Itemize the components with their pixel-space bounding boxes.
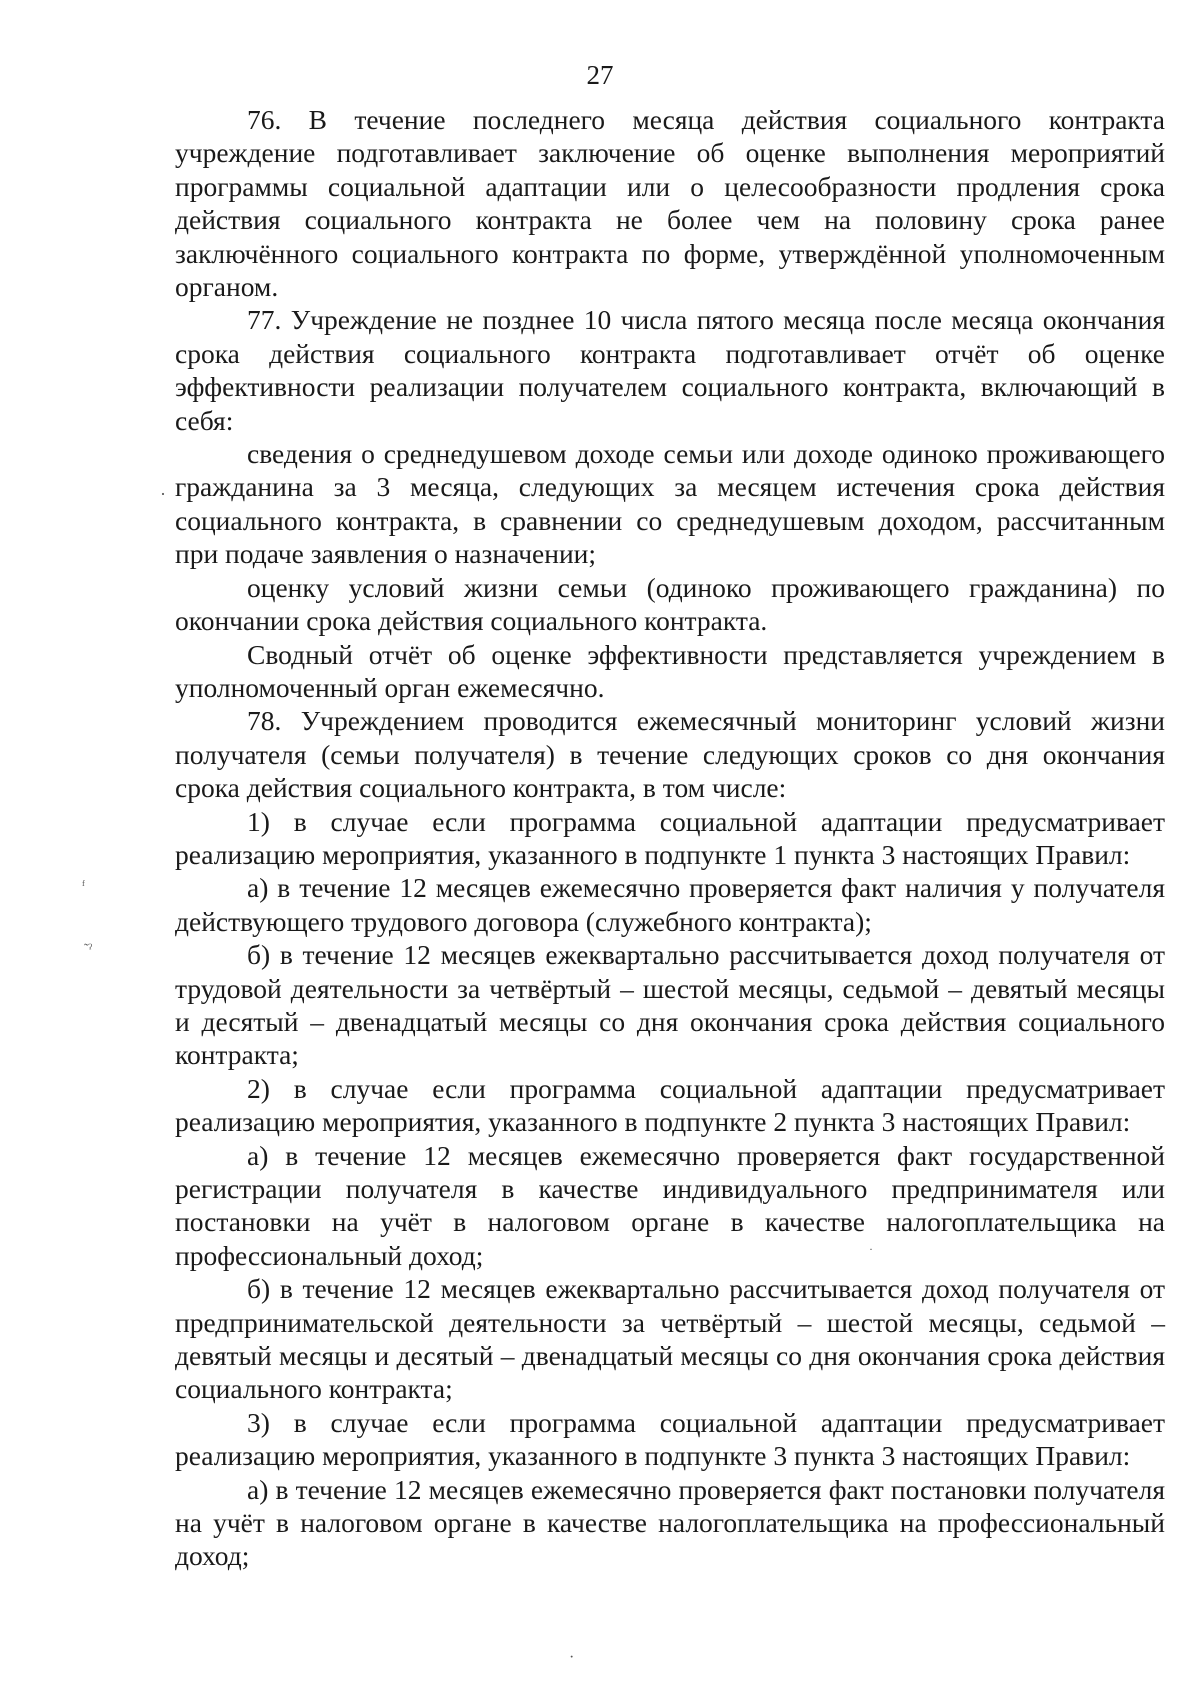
paragraph-76: 76. В течение последнего месяца действия социального контракта учреждение подготавливает заключение об оценке выполнения мероприятий программы социальной адаптации или о целесообразности продления срока действия социального контракта не более чем на половину срока ранее заключённого социального контракта по форме, утверждённой уполномоченным органом.: [175, 104, 1165, 303]
scan-artifact-smudge: ˜ˀ: [84, 942, 93, 957]
paragraph-income-info: сведения о среднедушевом доходе семьи или доходе одиноко проживающего гражданина за 3 месяца, следующих за месяцем истечения срока действия социального контракта, в сравнении со среднедушевым доходом, рассчитанным при подаче заявления о назначении;: [175, 438, 1165, 570]
paragraph-78: 78. Учреждением проводится ежемесячный мониторинг условий жизни получателя (семьи получателя) в течение следующих сроков со дня окончания срока действия социального контракта, в том числе:: [175, 705, 1165, 804]
paragraph-78-item-1a: а) в течение 12 месяцев ежемесячно проверяется факт наличия у получателя действующего трудового договора (служебного контракта);: [175, 872, 1165, 937]
scan-artifact-bottom-dot: ·: [569, 1649, 575, 1666]
page-number: 27: [586, 60, 614, 90]
scan-artifact-small-dot: ·: [869, 1242, 873, 1256]
paragraph-78-item-2a: а) в течение 12 месяцев ежемесячно проверяется факт государственной регистрации получателя в качестве индивидуального предпринимателя или постановки на учёт в налоговом органе в качестве налогоплательщика на профессиональный доход;: [175, 1139, 1165, 1271]
document-body: [175, 103, 1165, 1573]
scan-artifact-dot: ·: [160, 484, 166, 504]
paragraph-living-conditions: оценку условий жизни семьи (одиноко проживающего гражданина) по окончании срока действия социального контракта.: [175, 571, 1165, 637]
paragraph-78-item-3: 3) в случае если программа социальной адаптации предусматривает реализацию мероприятия, указанного в подпункте 3 пункта 3 настоящих Правил:: [175, 1406, 1165, 1472]
paragraph-78-item-1b: б) в течение 12 месяцев ежеквартально рассчитывается доход получателя от трудовой деятельности за четвёртый – шестой месяцы, седьмой – девятый месяцы и десятый – двенадцатый месяцы со дня окончания срока действия социального контракта;: [175, 939, 1165, 1071]
paragraph-78-item-3a: а) в течение 12 месяцев ежемесячно проверяется факт постановки получателя на учёт в налоговом органе в качестве налогоплательщика на профессиональный доход;: [175, 1473, 1165, 1572]
paragraph-77: 77. Учреждение не позднее 10 числа пятого месяца после месяца окончания срока действия социального контракта подготавливает отчёт об оценке эффективности реализации получателем социального контракта, включающий в себя:: [175, 304, 1165, 436]
paragraph-78-item-2: 2) в случае если программа социальной адаптации предусматривает реализацию мероприятия, указанного в подпункте 2 пункта 3 настоящих Правил:: [175, 1072, 1165, 1138]
scan-artifact-tick: ᶠ: [82, 879, 85, 894]
paragraph-summary-report: Сводный отчёт об оценке эффективности представляется учреждением в уполномоченный орган ежемесячно.: [175, 638, 1165, 703]
paragraph-78-item-2b: б) в течение 12 месяцев ежеквартально рассчитывается доход получателя от предпринимательской деятельности за четвёртый – шестой месяцы, седьмой – девятый месяцы и десятый – двенадцатый месяцы со дня окончания срока действия социального контракта;: [175, 1273, 1165, 1405]
paragraph-78-item-1: 1) в случае если программа социальной адаптации предусматривает реализацию мероприятия, указанного в подпункте 1 пункта 3 настоящих Правил:: [175, 805, 1165, 870]
